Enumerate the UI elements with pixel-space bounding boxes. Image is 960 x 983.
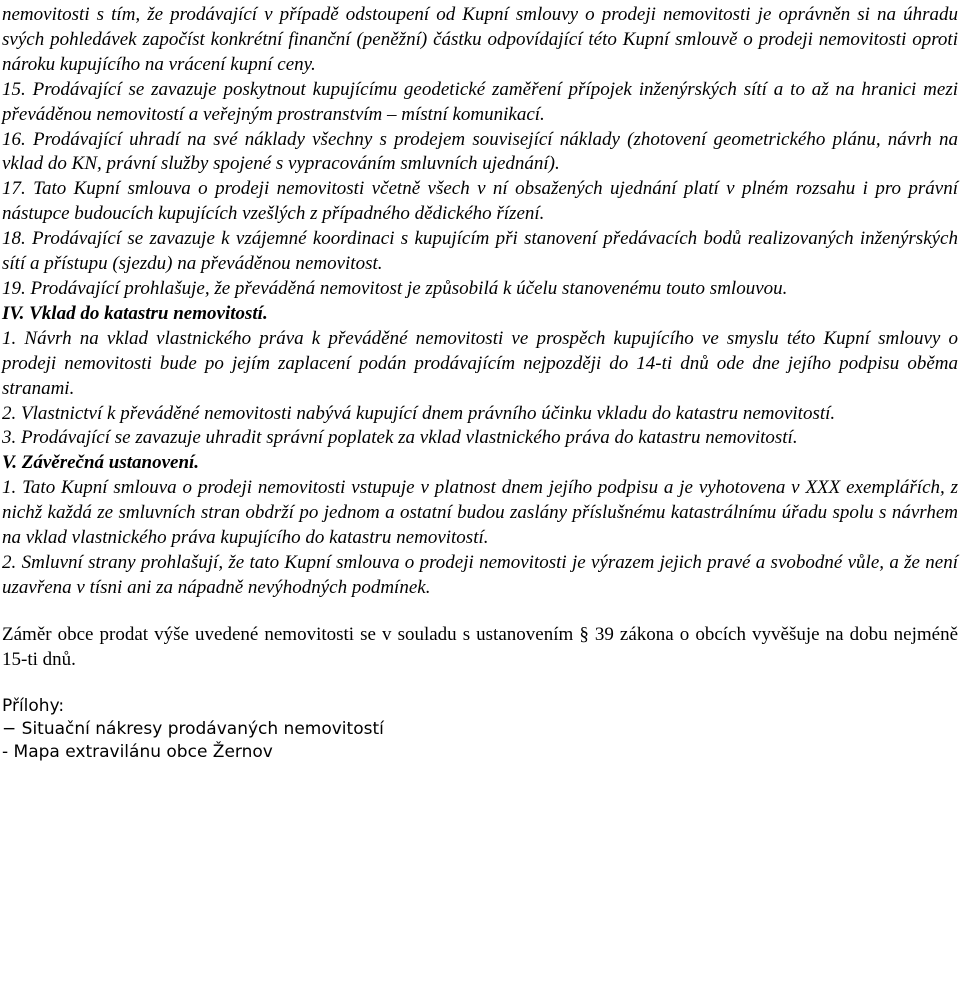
section-iv-item-1: 1. Návrh na vklad vlastnického práva k převáděné nemovitosti ve prospěch kupujícího ve smyslu této Kupní smlouvy o prodeji nemovitosti bude po jejím zaplacení podán prodávajícím nejpozději do 14-ti dnů ode dne jejího podpisu oběma stranami. bbox=[2, 327, 958, 399]
spacer bbox=[2, 601, 958, 623]
paragraph-16: 16. Prodávající uhradí na své náklady všechny s prodejem související náklady (zhotovení geometrického plánu, návrh na vklad do KN, právní služby spojené s vypracováním smluvních ujednání). bbox=[2, 128, 958, 175]
document-page bbox=[2, 3, 958, 764]
attachment-item: − Situační nákresy prodávaných nemovitostí bbox=[2, 718, 384, 739]
section-iv-item-2: 2. Vlastnictví k převáděné nemovitosti nabývá kupující dnem právního účinku vkladu do katastru nemovitostí. bbox=[2, 402, 836, 424]
paragraph-15: 15. Prodávající se zavazuje poskytnout kupujícímu geodetické zaměření přípojek inženýrských sítí a to až na hranici mezi převáděnou nemovitostí a veřejným prostranstvím – místní komunikací. bbox=[2, 78, 958, 125]
section-v-heading: V. Závěrečná ustanovení. bbox=[2, 452, 200, 474]
paragraph-continued: nemovitosti s tím, že prodávající v případě odstoupení od Kupní smlouvy o prodeji nemovitosti je oprávněn si na úhradu svých pohledávek započíst konkrétní finanční (peněžní) částku odpovídající této Kupní smlouvě o prodeji nemovitosti oproti nároku kupujícího na vrácení kupní ceny. bbox=[2, 4, 958, 75]
section-iv-item-3: 3. Prodávající se zavazuje uhradit správní poplatek za vklad vlastnického práva do katastru nemovitostí. bbox=[2, 427, 798, 449]
intent-statement: Záměr obce prodat výše uvedené nemovitosti se v souladu s ustanovením § 39 zákona o obcích vyvěšuje na dobu nejméně 15-ti dnů. bbox=[2, 623, 958, 670]
section-v-item-1: 1. Tato Kupní smlouva o prodeji nemovitosti vstupuje v platnost dnem jejího podpisu a je vyhotovena v XXX exemplářích, z nichž každá ze smluvních stran obdrží po jednom a ostatní budou zaslány příslušnému katastrálnímu úřadu spolu s návrhem na vklad vlastnického práva kupujícího do katastru nemovitostí. bbox=[2, 477, 958, 549]
paragraph-19: 19. Prodávající prohlašuje, že převáděná nemovitost je způsobilá k účelu stanovenému touto smlouvou. bbox=[2, 277, 788, 299]
section-v-item-2: 2. Smluvní strany prohlašují, že tato Kupní smlouva o prodeji nemovitosti je výrazem jejich pravé a svobodné vůle, a že není uzavřena v tísni ani za nápadně nevýhodných podmínek. bbox=[2, 551, 958, 598]
paragraph-17: 17. Tato Kupní smlouva o prodeji nemovitosti včetně všech v ní obsažených ujednání platí v plném rozsahu i pro právní nástupce budoucích kupujících vzešlých z případného dědického řízení. bbox=[2, 178, 958, 225]
section-iv-heading: IV. Vklad do katastru nemovitostí. bbox=[2, 302, 268, 324]
attachments-label: Přílohy: bbox=[2, 695, 65, 716]
paragraph-18: 18. Prodávající se zavazuje k vzájemné koordinaci s kupujícím při stanovení předávacích bodů realizovaných inženýrských sítí a přístupu (sjezdu) na převáděnou nemovitost. bbox=[2, 228, 958, 275]
attachment-item: - Mapa extravilánu obce Žernov bbox=[2, 741, 273, 762]
spacer bbox=[2, 673, 958, 695]
